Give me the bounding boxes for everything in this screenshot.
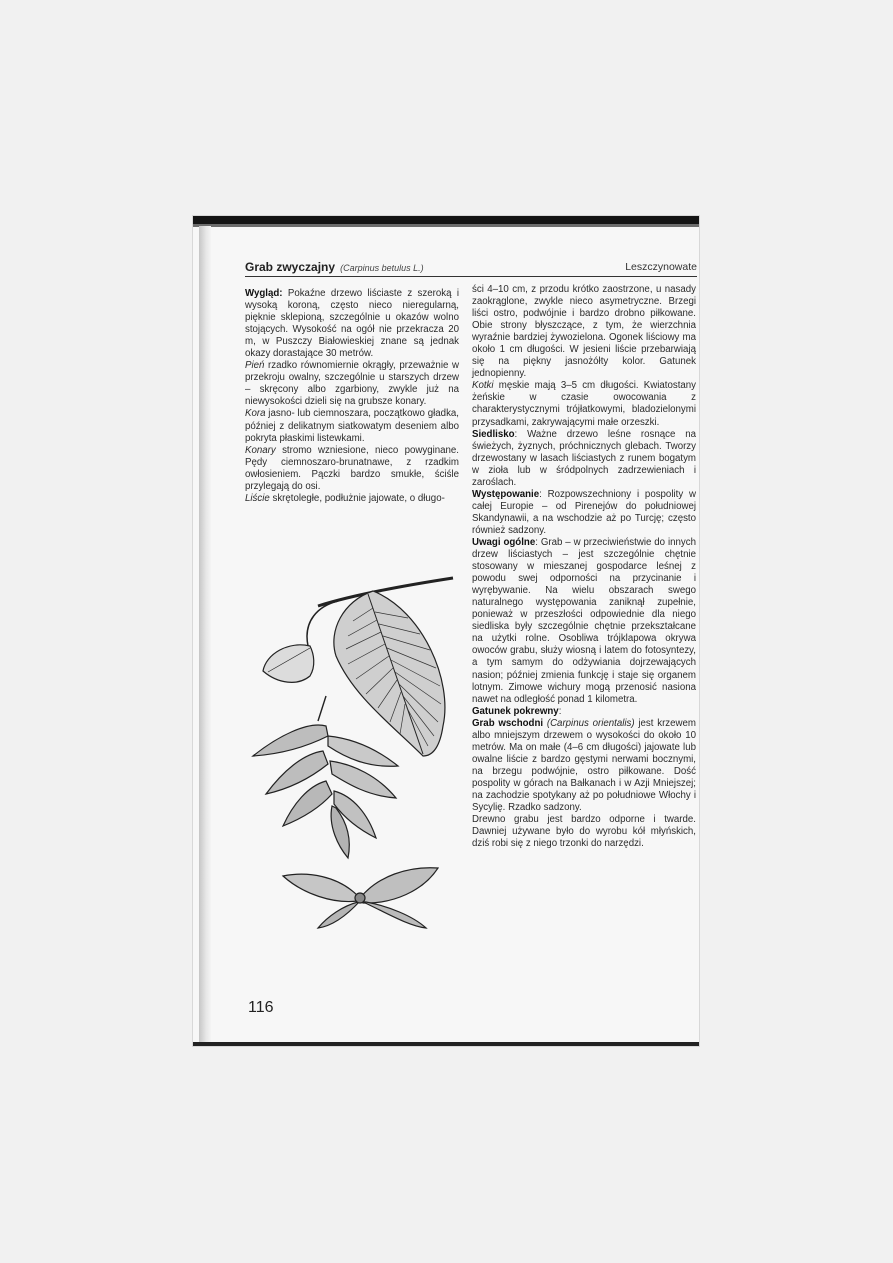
species-latin-name: (Carpinus betulus L.) <box>340 263 424 273</box>
paragraph-trunk <box>245 360 459 408</box>
paragraph-oriental-hornbeam <box>472 718 696 814</box>
text-oriental-hornbeam: jest krzewem albo mniejszym drzewem o wysokości do około 10 metrów. Ma on małe (4–6 cm długości) jajowate lub owalne liście z bardzo gęstymi nerwami bocznymi, na brzegu podwójnie, ostro piłkowane. Dość pospolity w górach na Bałkanach i w Azji Mniejszej; na zachodzie spotykany aż po południowe Włochy i Sycylię. Rzadko sadzony. <box>472 717 696 814</box>
label-habitat: Siedlisko <box>472 428 515 440</box>
text-bark: jasno- lub ciemnoszara, początkowo gładka, później z delikatnym siatkowatym deseniem albo pokryta płaskimi listewkami. <box>245 408 459 444</box>
top-edge-shadow <box>193 224 699 227</box>
paragraph-branches <box>245 445 459 493</box>
bottom-edge-bar <box>193 1042 699 1046</box>
label-branches: Konary <box>245 444 276 456</box>
text-trunk: rzadko równomiernie okrągły, przeważnie w przekroju owalny, szczególnie u starszych drzew – skręcony albo zgarbiony, zwykle już na niewysokości dzieli się na grubsze konary. <box>245 360 459 408</box>
text-habitat: : Ważne drzewo leśne rosnące na świeżych, żyznych, próchnicznych glebach. Tworzy drzewostany w lasach liściastych z runem bogatym w zioła lub w śródpolnych zadrzewieniach i zaroślach. <box>472 428 696 488</box>
paragraph-wood: Drewno grabu jest bardzo odporne i twarde. Dawniej używane było do wyrobu kół młyńskich, dziś robi się z niego trzonki do narzędzi. <box>472 814 696 850</box>
label-bark: Kora <box>245 408 266 420</box>
page-spine-shadow <box>199 226 211 1042</box>
right-column <box>472 284 696 850</box>
book-page <box>193 216 699 1046</box>
label-related-species: Gatunek pokrewny <box>472 705 559 717</box>
species-title: Grab zwyczajny <box>245 260 336 274</box>
top-edge-bar <box>193 216 699 224</box>
text-remarks: : Grab – w przeciwieństwie do innych drzew liściastych – jest szczególnie chętnie stosowany w mieszanej gospodarce leśnej z powodu swej odporności na przycinanie i wyrębywanie. Na wielu obszarach swego naturalnego występowania zaniknął zupełnie, ponieważ w przeszłości odpowiednie dla niego siedliska były szczególnie chętnie przekształcane na użytki rolne. Osobliwa trójklapowa okrywa owoców grabu, służy wiosną i latem do fotosyntezy, a tym samym do odżywiania dojrzewających nasion; później zmienia funkcję i staje się organem lotnym. Zimowe wichury mogą przenosić nasiona nawet na odległość ponad 1 kilometra. <box>472 536 696 705</box>
paragraph-remarks <box>472 537 696 706</box>
left-column <box>245 288 459 505</box>
text-leaves: skrętoległe, podłużnie jajowate, o długo- <box>269 492 445 504</box>
text-appearance: Pokaźne drzewo liściaste z szeroką i wysoką koroną, często nieco nieregularną, pięknie sklepioną, szczególnie u okazów wolno stojących. Wysokość na ogół nie przekracza 20 m, w Puszczy Białowieskiej znane są jednak okazy dorastające 30 metrów. <box>245 288 459 360</box>
paragraph-bark <box>245 408 459 444</box>
label-leaves: Liście <box>245 492 270 504</box>
label-remarks: Uwagi ogólne <box>472 536 536 548</box>
text-catkins: męskie mają 3–5 cm długości. Kwiatostany żeńskie w czasie owocowania z charakterystycznymi trójłatkowymi, bladozielonymi przysadkami, zakrywającymi małe orzeszki. <box>472 380 696 428</box>
paragraph-related-species-heading <box>472 706 696 718</box>
paragraph-appearance <box>245 288 459 360</box>
paragraph-habitat <box>472 429 696 489</box>
label-appearance: Wygląd: <box>245 288 283 299</box>
hornbeam-illustration <box>248 576 461 936</box>
family-name: Leszczynowate <box>625 261 697 273</box>
label-oriental-hornbeam: Grab wschodni <box>472 717 544 729</box>
text-branches: stromo wzniesione, nieco powyginane. Pędy ciemnoszaro-brunatnawe, z rzadkim owłosieniem. Pączki bardzo smukłe, ściśle przylegają do osi. <box>245 444 459 492</box>
label-occurrence: Występowanie <box>472 488 540 500</box>
page-number: 116 <box>248 999 274 1016</box>
paragraph-catkins <box>472 380 696 428</box>
paragraph-occurrence <box>472 489 696 537</box>
paragraph-leaves <box>245 493 459 505</box>
label-catkins: Kotki <box>472 380 494 392</box>
page-header <box>245 260 697 277</box>
text-occurrence: : Rozpowszechniony i pospolity w całej Europie – od Pirenejów do południowej Skandynawii, a na wschodzie aż po Turcję; często również sadzony. <box>472 488 696 536</box>
label-trunk: Pień <box>245 360 265 372</box>
related-species-colon: : <box>558 705 562 717</box>
oriental-hornbeam-latin: (Carpinus orientalis) <box>543 717 635 729</box>
paragraph-leaves-cont: ści 4–10 cm, z przodu krótko zaostrzone, u nasady zaokrąglone, zwykle nieco asymetryczne. Brzegi liści ostro, podwójnie i bardzo drobno piłkowane. Obie strony błyszczące, z tym, że wierzchnia wyraźnie bardziej żywozielona. Ogonek liściowy ma około 1 cm długości. W jesieni liście przebarwiają się na piękny jasnożółty kolor. Gatunek jednopienny. <box>472 284 696 380</box>
